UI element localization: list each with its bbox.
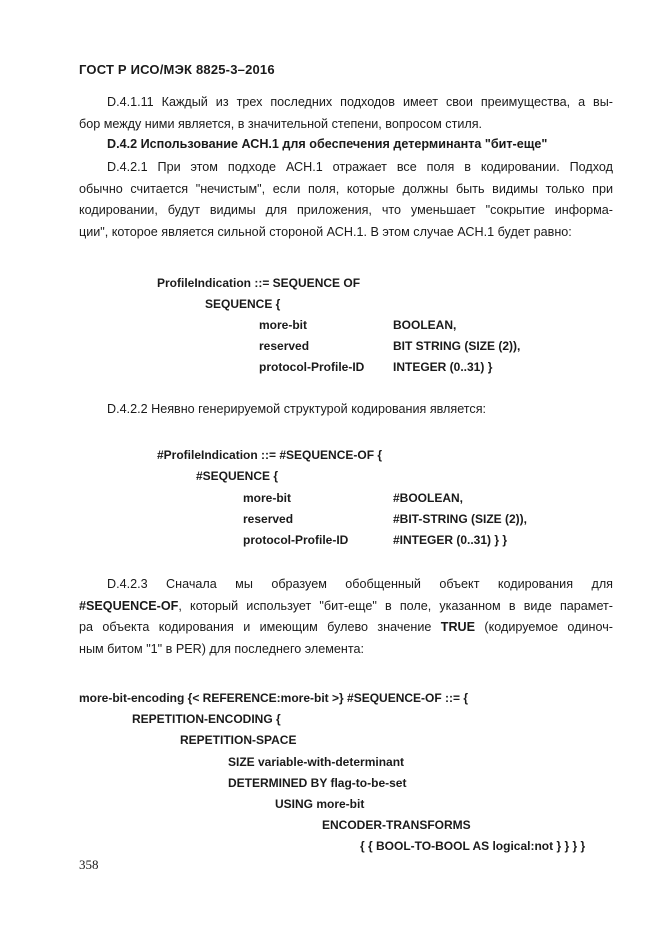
paragraph-d4422: D.4.2.2 Неявно генерируемой структурой кодирования является: — [107, 402, 487, 416]
field-name: protocol-Profile-ID — [243, 533, 349, 547]
field-type: INTEGER (0..31) } — [393, 360, 493, 374]
paragraph-d4423 — [79, 574, 613, 660]
text-line: бор между ними является, в значительной степени, вопросом стиля. — [79, 116, 483, 131]
document-header: ГОСТ Р ИСО/МЭК 8825-3–2016 — [79, 62, 275, 77]
code-line: ProfileIndication ::= SEQUENCE OF — [157, 276, 361, 290]
code-line: SEQUENCE { — [205, 297, 281, 311]
code-line: DETERMINED BY flag-to-be-set — [228, 776, 407, 790]
text-line: ции", которое является сильной стороной АСН.1. В этом случае АСН.1 будет равно: — [79, 224, 572, 239]
field-name: protocol-Profile-ID — [259, 360, 365, 374]
code-line: REPETITION-ENCODING { — [132, 712, 281, 726]
field-name: reserved — [259, 339, 310, 353]
code-line: SIZE variable-with-determinant — [228, 755, 405, 769]
code-line: #SEQUENCE { — [196, 469, 279, 483]
code-line: ENCODER-TRANSFORMS — [322, 818, 471, 832]
field-type: BIT STRING (SIZE (2)), — [393, 339, 521, 353]
field-name: reserved — [243, 512, 294, 526]
text-run: ра объекта кодирования и имеющим булево значение — [79, 620, 441, 634]
field-name: more-bit — [243, 491, 291, 505]
field-type: #BIT-STRING (SIZE (2)), — [393, 512, 528, 526]
code-line: #ProfileIndication ::= #SEQUENCE-OF { — [157, 448, 383, 462]
text-run: , который использует "бит-еще" в поле, указанном в виде парамет- — [178, 598, 613, 613]
field-type: BOOLEAN, — [393, 318, 457, 332]
text-line — [79, 596, 613, 618]
text-line: D.4.1.11 Каждый из трех последних подходов имеет свои преимущества, а вы- — [107, 95, 613, 109]
text-line: обычно считается "нечистым", если поля, которые должны быть видимы только при — [79, 181, 613, 196]
section-heading: D.4.2 Использование АСН.1 для обеспечения детерминанта "бит-еще" — [107, 137, 548, 151]
field-type: #INTEGER (0..31) } } — [393, 533, 508, 547]
text-line: кодировании, будут видимы для приложения, что уменьшает "сокрытие информа- — [79, 203, 613, 217]
bold-term: #SEQUENCE-OF — [79, 598, 179, 613]
code-line: USING more-bit — [275, 797, 365, 811]
paragraph-d4111 — [79, 92, 613, 135]
text-line: D.4.2.3 Сначала мы образуем обобщенный объект кодирования для — [107, 577, 613, 591]
text-line: D.4.2.1 При этом подходе АСН.1 отражает все поля в кодировании. Подход — [107, 160, 613, 174]
field-type: #BOOLEAN, — [393, 491, 464, 505]
code-line: more-bit-encoding {< REFERENCE:more-bit >} #SEQUENCE-OF ::= { — [79, 691, 469, 705]
code-line: REPETITION-SPACE — [180, 733, 297, 747]
text-line: ным битом "1" в PER) для последнего элемента: — [79, 641, 365, 656]
bold-term: TRUE — [440, 620, 476, 634]
field-name: more-bit — [259, 318, 307, 332]
text-run: (кодируемое одиноч- — [475, 620, 613, 634]
text-line — [79, 617, 613, 639]
page-number: 358 — [79, 857, 99, 872]
code-line: { { BOOL-TO-BOOL AS logical:not } } } } — [360, 839, 586, 853]
paragraph-d4421 — [79, 157, 613, 243]
